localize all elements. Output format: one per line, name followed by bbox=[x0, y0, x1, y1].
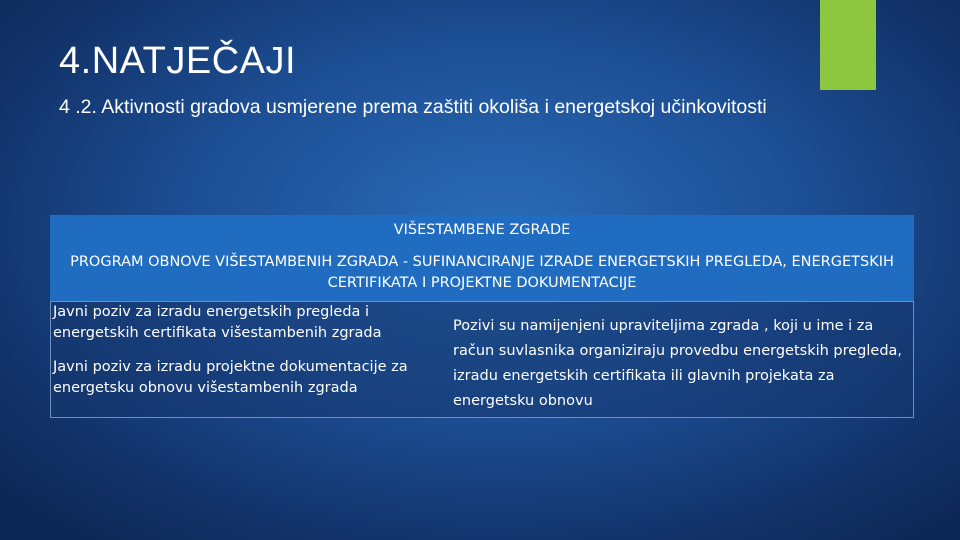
call-item-certificates: Javni poziv za izradu energetskih pregleda i energetskih certifikata višestambenih zgrada bbox=[53, 304, 382, 341]
calls-column bbox=[53, 302, 438, 412]
slide-subtitle: 4 .2. Aktivnosti gradova usmjerene prema zaštiti okoliša i energetskoj učinkovitosti bbox=[59, 96, 767, 118]
table-header-category: VIŠESTAMBENE ZGRADE bbox=[50, 215, 914, 245]
table-header-program: PROGRAM OBNOVE VIŠESTAMBENIH ZGRADA - SUFINANCIRANJE IZRADE ENERGETSKIH PREGLEDA, ENERGETSKIH CERTIFIKATA I PROJEKTNE DOKUMENTACIJE bbox=[50, 245, 914, 301]
table-body bbox=[50, 301, 914, 418]
slide-title: 4.NATJEČAJI bbox=[59, 40, 297, 82]
program-table bbox=[50, 215, 914, 418]
description-column: Pozivi su namijenjeni upraviteljima zgrada , koji u ime i za račun suvlasnika organiziraju provedbu energetskih pregleda, izradu energetskih certifikata ili glavnih projekata za energetsku obnovu bbox=[453, 318, 903, 409]
call-item-project-documentation: Javni poziv za izradu projektne dokumentacije za energetsku obnovu višestambenih zgrada bbox=[53, 359, 408, 396]
accent-bar bbox=[820, 0, 876, 90]
